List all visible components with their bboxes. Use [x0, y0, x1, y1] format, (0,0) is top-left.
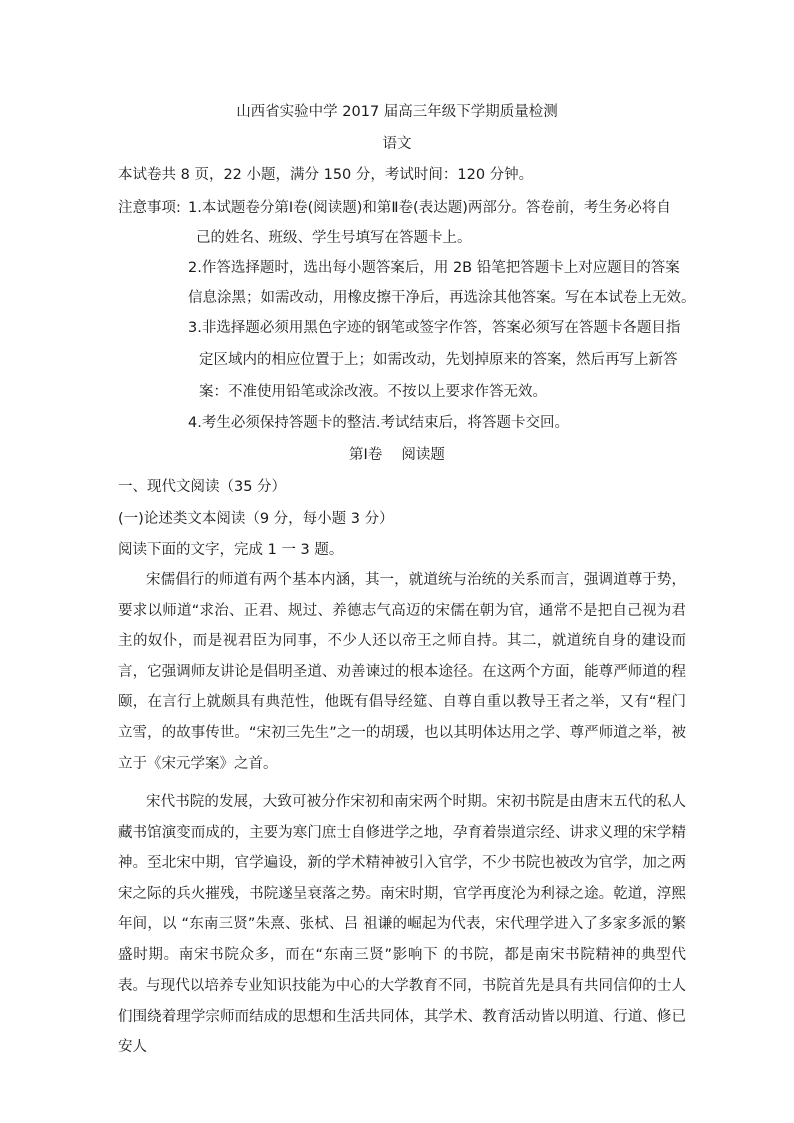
passage-paragraph-1 [118, 565, 686, 779]
passage-text-1: 宋儒倡行的师道有两个基本内涵，其一，就道统与治统的关系而言，强调道尊于势，要求以师道“求治、正君、规过、养德志气高迈的宋儒在朝为官，通常不是把自己视为君主的奴仆，而是视君臣为同事，不少人还以帝王之师自持。其二，就道统自身的建设而言，它强调师友讲论是倡明圣道、劝善谏过的根本途径。在这两个方面，能尊严师道的程颐，在言行上就颇具有典范性，他既有倡导经筵、自尊自重以教导王者之举，又有“程门立雪，的故事传世。“宋初三先生”之一的胡瑗，也以其明体达用之学、尊严师道之举，被立于《宋元学案》之首。 [118, 572, 686, 772]
notice-item-3-line-3: 案：不准使用铅笔或涂改液。不按以上要求作答无效。 [199, 384, 547, 400]
notice-item-1-line-1: 1.本试题卷分第Ⅰ卷(阅读题)和第Ⅱ卷(表达题)两部分。答卷前，考生务必将自 [188, 200, 671, 216]
passage-paragraph-2 [118, 787, 686, 1001]
subsection-heading: (一)论述类文本阅读（9 分，每小题 3 分） [118, 511, 394, 527]
notice-item-3-line-2: 定区域内的相应位置于上；如需改动，先划掉原来的答案，然后再写上新答 [199, 352, 678, 368]
notice-item-2-line-1: 2.作答选择题时，选出每小题答案后，用 2B 铅笔把答题卡上对应题目的答案 [188, 260, 680, 276]
volume-heading: 第Ⅰ卷 阅读题 [349, 447, 445, 463]
passage-paragraph-3 [118, 971, 686, 1063]
passage-text-2: 宋代书院的发展，大致可被分作宋初和南宋两个时期。宋初书院是由唐末五代的私人藏书馆演变而成的，主要为寒门庶士自修进学之地，孕育着崇道宗经、讲求义理的宋学精神。至北宋中期，官学遍设，新的学术精神被引入官学，不少书院也被改为官学，加之两宋之际的兵火摧残，书院遂呈衰落之势。南宋时期，官学再度沦为利禄之途。乾道，淳熙年间，以 “东南三贤”朱熹、张栻、吕 祖谦的崛起为代表，宋代理学进入了多家多派的繁盛时期。南宋书院众多，而在“东南三贤”影响下 的书院，都是南宋书院精神的典型代表。 [118, 794, 686, 994]
exam-title: 山西省实验中学 2017 届高三年级下学期质量检测 [236, 104, 558, 120]
notice-item-1-line-2: 己的姓名、班级、学生号填写在答题卡上。 [196, 230, 472, 246]
notice-item-2-line-2: 信息涂黑；如需改动，用橡皮擦干净后，再选涂其他答案。写在本试卷上无效。 [188, 290, 696, 306]
passage-text-3: 与现代以培养专业知识技能为中心的大学教育不同，书院首先是具有共同信仰的士人们围绕着理学宗师而结成的思想和生活共同体，其学术、教育活动皆以明道、行道、修已安人 [118, 978, 686, 1056]
notice-item-4: 4.考生必须保持答题卡的整洁.考试结束后，将答题卡交回。 [188, 415, 569, 431]
subject-title: 语文 [382, 136, 412, 152]
reading-instruction: 阅读下面的文字，完成 1 一 3 题。 [118, 542, 344, 558]
notice-item-3-line-1: 3.非选择题必须用黑色字迹的钢笔或签字作答，答案必须写在答题卡各题目指 [188, 320, 681, 336]
notice-label: 注意事项: [118, 200, 181, 216]
exam-info: 本试卷共 8 页，22 小题，满分 150 分，考试时间：120 分钟。 [118, 167, 534, 183]
part-heading: 一、现代文阅读（35 分） [118, 479, 287, 495]
